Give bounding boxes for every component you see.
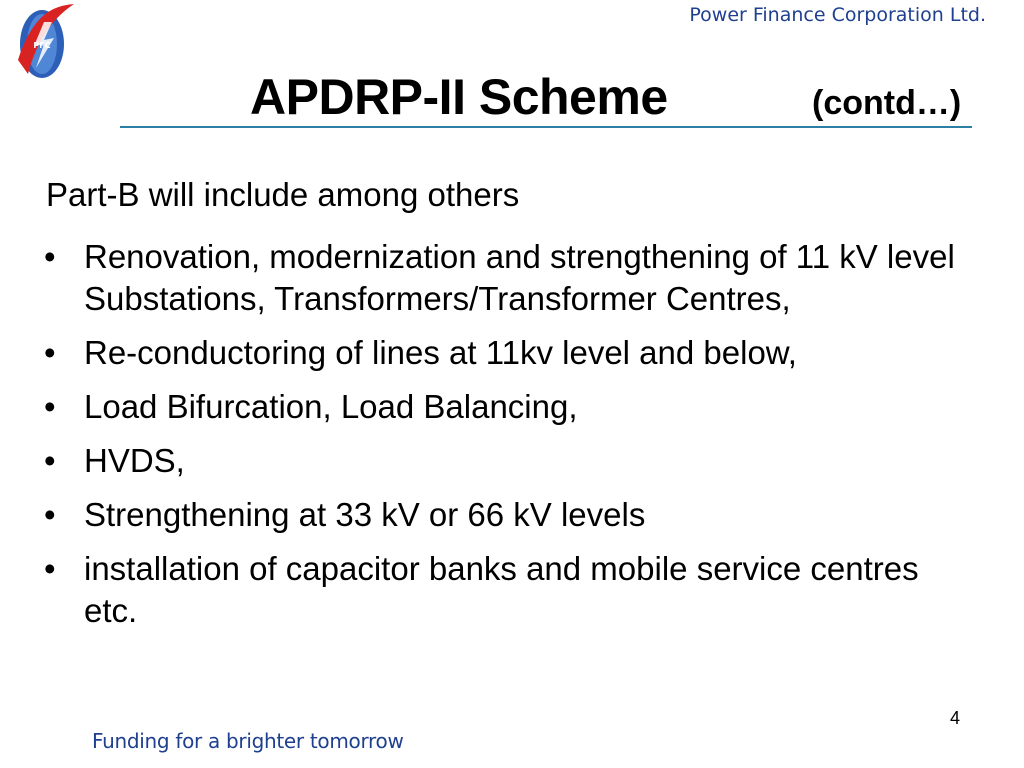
bullet-dot-icon: • bbox=[44, 496, 56, 533]
bullet-dot-icon: • bbox=[44, 334, 56, 371]
bullet-text: Renovation, modernization and strengthening of 11 kV level Substations, Transformers/Transformer Centres, bbox=[84, 238, 955, 317]
bullet-text: Re-conductoring of lines at 11kv level and below, bbox=[84, 334, 797, 371]
company-name: Power Finance Corporation Ltd. bbox=[689, 4, 986, 26]
bullet-dot-icon: • bbox=[44, 388, 56, 425]
slide-title: APDRP-II Scheme bbox=[250, 69, 668, 125]
pfc-logo-icon bbox=[4, 2, 78, 82]
bullet-text: installation of capacitor banks and mobile service centres etc. bbox=[84, 550, 919, 629]
title-divider bbox=[120, 126, 972, 128]
bullet-dot-icon: • bbox=[44, 238, 56, 275]
bullet-item bbox=[0, 548, 964, 632]
bullet-item bbox=[0, 440, 964, 482]
bullet-dot-icon: • bbox=[44, 550, 56, 587]
page-number: 4 bbox=[950, 708, 961, 728]
bullet-text: HVDS, bbox=[84, 442, 185, 479]
slide-subtitle: (contd…) bbox=[812, 84, 962, 122]
bullet-item bbox=[0, 494, 964, 536]
bullet-item bbox=[0, 236, 964, 320]
bullet-list bbox=[0, 236, 1024, 644]
bullet-text: Load Bifurcation, Load Balancing, bbox=[84, 388, 578, 425]
bullet-item bbox=[0, 386, 964, 428]
logo-text: PFC bbox=[33, 41, 51, 50]
footer-tagline: Funding for a brighter tomorrow bbox=[92, 729, 404, 753]
intro-text: Part-B will include among others bbox=[46, 176, 520, 213]
bullet-text: Strengthening at 33 kV or 66 kV levels bbox=[84, 496, 646, 533]
bullet-dot-icon: • bbox=[44, 442, 56, 479]
bullet-item bbox=[0, 332, 964, 374]
